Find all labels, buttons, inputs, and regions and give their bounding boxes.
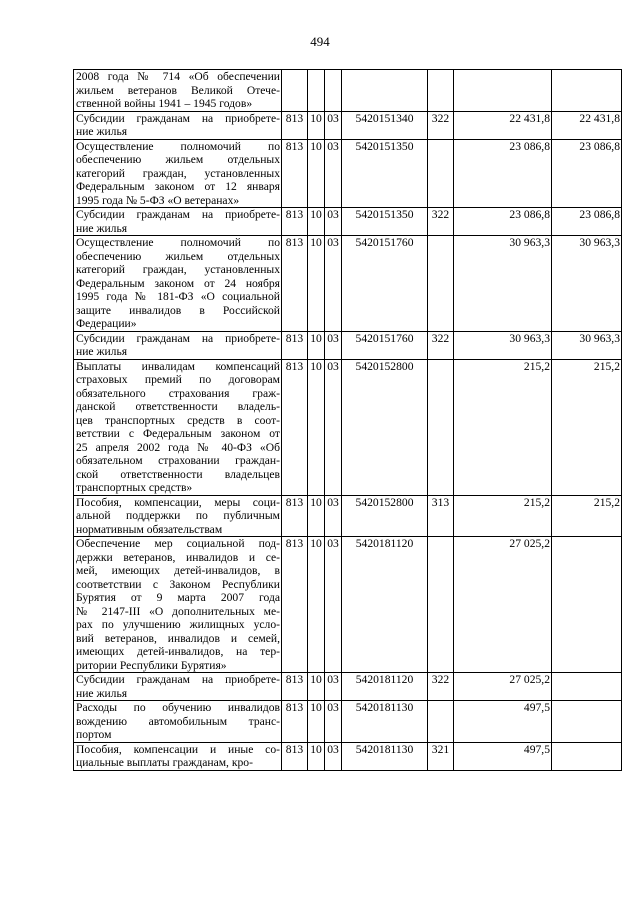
item-name-line: ние жилья [76, 345, 128, 358]
ministry-code-cell: 813 [282, 111, 308, 139]
table-row [74, 701, 622, 743]
ministry-code-cell: 813 [282, 742, 308, 770]
expense-type-cell: 322 [428, 331, 454, 359]
item-name-line: № 2147-III «О дополнительных ме- [76, 604, 280, 618]
ministry-code-cell: 813 [282, 359, 308, 495]
item-name-line: вий ветеранов, инвалидов и семей, [76, 631, 280, 645]
amount-year2-cell: 23 086,8 [552, 139, 622, 208]
target-article-cell: 5420181130 [342, 701, 428, 743]
ministry-code-cell: 813 [282, 208, 308, 236]
item-name-line: обязательном страховании граждан- [76, 454, 280, 467]
item-name-cell [74, 70, 282, 112]
amount-year2-cell [552, 701, 622, 743]
item-name-line: Федеральным законом от 24 ноября [76, 276, 280, 290]
subsection-code-cell: 03 [325, 673, 342, 701]
subsection-code-cell: 03 [325, 537, 342, 673]
expense-type-cell: 322 [428, 208, 454, 236]
item-name-line: циальные выплаты гражданам, кро- [76, 756, 253, 769]
item-name-line: Обеспечение мер социальной под- [76, 537, 280, 550]
section-code-cell [308, 70, 325, 112]
amount-year2-cell: 30 963,3 [552, 331, 622, 359]
item-name-cell [74, 331, 282, 359]
target-article-cell: 5420151350 [342, 208, 428, 236]
table-row [74, 236, 622, 332]
target-article-cell: 5420151350 [342, 139, 428, 208]
table-row [74, 359, 622, 495]
ministry-code-cell: 813 [282, 236, 308, 332]
item-name-cell [74, 359, 282, 495]
amount-year1-cell: 27 025,2 [454, 537, 552, 673]
amount-year1-cell: 497,5 [454, 701, 552, 743]
expense-type-cell: 313 [428, 495, 454, 537]
item-name-line: цев транспортных средств в соот- [76, 413, 280, 427]
amount-year1-cell: 23 086,8 [454, 208, 552, 236]
amount-year1-cell: 22 431,8 [454, 111, 552, 139]
amount-year2-cell: 22 431,8 [552, 111, 622, 139]
item-name-line: защите инвалидов в Российской [76, 303, 280, 317]
item-name-cell [74, 111, 282, 139]
page-number: 494 [310, 34, 330, 49]
item-name-line: ской ответственности владельцев [76, 467, 280, 481]
item-name-line: ветствии с Федеральным законом от [76, 427, 280, 440]
section-code-cell: 10 [308, 495, 325, 537]
subsection-code-cell: 03 [325, 236, 342, 332]
section-code-cell: 10 [308, 236, 325, 332]
subsection-code-cell: 03 [325, 111, 342, 139]
subsection-code-cell: 03 [325, 742, 342, 770]
table-row [74, 208, 622, 236]
ministry-code-cell: 813 [282, 331, 308, 359]
item-name-cell [74, 742, 282, 770]
item-name-line: Бурятия от 9 марта 2007 года [76, 591, 280, 604]
amount-year2-cell [552, 673, 622, 701]
item-name-line: обязательного страхования граж- [76, 386, 280, 400]
amount-year1-cell: 23 086,8 [454, 139, 552, 208]
item-name-line: жильем ветеранов Великой Отече- [76, 83, 280, 97]
section-code-cell: 10 [308, 208, 325, 236]
table-row [74, 139, 622, 208]
target-article-cell: 5420151760 [342, 236, 428, 332]
item-name-cell [74, 236, 282, 332]
amount-year2-cell: 215,2 [552, 359, 622, 495]
expense-type-cell [428, 139, 454, 208]
amount-year1-cell: 30 963,3 [454, 331, 552, 359]
item-name-line: альной поддержки по публичным [76, 509, 280, 522]
table-row [74, 331, 622, 359]
item-name-line: Осуществление полномочий по [76, 139, 280, 153]
item-name-cell [74, 495, 282, 537]
item-name-cell [74, 673, 282, 701]
ministry-code-cell: 813 [282, 673, 308, 701]
item-name-line: Осуществление полномочий по [76, 236, 280, 249]
amount-year2-cell: 215,2 [552, 495, 622, 537]
subsection-code-cell: 03 [325, 208, 342, 236]
item-name-line: вождению автомобильным транс- [76, 714, 280, 728]
subsection-code-cell: 03 [325, 701, 342, 743]
section-code-cell: 10 [308, 701, 325, 743]
table-row [74, 537, 622, 673]
item-name-line: ритории Республики Бурятия» [76, 658, 227, 672]
item-name-line: 25 апреля 2002 года № 40-ФЗ «Об [76, 440, 280, 454]
item-name-line: Пособия, компенсации и иные со- [76, 742, 280, 756]
item-name-line: ние жилья [76, 125, 128, 138]
item-name-line: держки ветеранов, инвалидов и се- [76, 550, 280, 564]
ministry-code-cell: 813 [282, 537, 308, 673]
item-name-line: Субсидии гражданам на приобрете- [76, 331, 280, 345]
table-row [74, 111, 622, 139]
section-code-cell: 10 [308, 359, 325, 495]
item-name-line: мей, имеющих детей-инвалидов, в [76, 564, 280, 577]
section-code-cell: 10 [308, 331, 325, 359]
amount-year2-cell [552, 537, 622, 673]
expense-type-cell [428, 70, 454, 112]
amount-year1-cell [454, 70, 552, 112]
expense-type-cell [428, 236, 454, 332]
amount-year1-cell: 30 963,3 [454, 236, 552, 332]
table-row [74, 673, 622, 701]
target-article-cell: 5420181120 [342, 673, 428, 701]
expense-type-cell [428, 359, 454, 495]
item-name-cell [74, 208, 282, 236]
item-name-line: обеспечению жильем отдельных [76, 249, 280, 263]
amount-year2-cell [552, 70, 622, 112]
item-name-line: соответствии с Законом Республики [76, 577, 280, 591]
item-name-line: Субсидии гражданам на приобрете- [76, 673, 280, 686]
table-row [74, 495, 622, 537]
expense-type-cell: 322 [428, 111, 454, 139]
target-article-cell: 5420181130 [342, 742, 428, 770]
target-article-cell: 5420152800 [342, 359, 428, 495]
item-name-line: рах по улучшению жилищных усло- [76, 618, 280, 631]
ministry-code-cell [282, 70, 308, 112]
amount-year2-cell: 30 963,3 [552, 236, 622, 332]
item-name-line: страховых премий по договорам [76, 373, 280, 386]
item-name-line: нормативным обязательствам [76, 522, 223, 536]
expense-type-cell: 322 [428, 673, 454, 701]
subsection-code-cell: 03 [325, 331, 342, 359]
target-article-cell [342, 70, 428, 112]
amount-year1-cell: 215,2 [454, 359, 552, 495]
item-name-cell [74, 537, 282, 673]
amount-year1-cell: 497,5 [454, 742, 552, 770]
item-name-line: 1995 года № 5-ФЗ «О ветеранах» [76, 193, 240, 207]
item-name-line: Федеральным законом от 12 января [76, 180, 280, 193]
subsection-code-cell: 03 [325, 359, 342, 495]
subsection-code-cell [325, 70, 342, 112]
item-name-line: Субсидии гражданам на приобрете- [76, 208, 280, 221]
item-name-line: ственной войны 1941 – 1945 годов» [76, 97, 253, 110]
item-name-cell [74, 139, 282, 208]
ministry-code-cell: 813 [282, 139, 308, 208]
ministry-code-cell: 813 [282, 701, 308, 743]
item-name-line: имеющих детей-инвалидов, на тер- [76, 645, 280, 658]
amount-year2-cell: 23 086,8 [552, 208, 622, 236]
amount-year1-cell: 215,2 [454, 495, 552, 537]
subsection-code-cell: 03 [325, 495, 342, 537]
item-name-line: Расходы по обучению инвалидов [76, 701, 280, 714]
target-article-cell: 5420152800 [342, 495, 428, 537]
item-name-line: Пособия, компенсации, меры соци- [76, 495, 280, 509]
target-article-cell: 5420181120 [342, 537, 428, 673]
section-code-cell: 10 [308, 537, 325, 673]
section-code-cell: 10 [308, 139, 325, 208]
item-name-line: данской ответственности владель- [76, 400, 280, 413]
item-name-line: ние жилья [76, 686, 128, 700]
item-name-line: транспортных средств» [76, 481, 193, 494]
section-code-cell: 10 [308, 742, 325, 770]
item-name-line: категорий граждан, установленных [76, 263, 280, 276]
target-article-cell: 5420151340 [342, 111, 428, 139]
item-name-line: 2008 года № 714 «Об обеспечении [76, 70, 280, 83]
item-name-line: Субсидии гражданам на приобрете- [76, 111, 280, 125]
ministry-code-cell: 813 [282, 495, 308, 537]
item-name-line: категорий граждан, установленных [76, 166, 280, 180]
section-code-cell: 10 [308, 111, 325, 139]
item-name-line: ние жилья [76, 221, 128, 235]
table-row [74, 742, 622, 770]
table-body [74, 70, 622, 771]
target-article-cell: 5420151760 [342, 331, 428, 359]
section-code-cell: 10 [308, 673, 325, 701]
table-row [74, 70, 622, 112]
item-name-cell [74, 701, 282, 743]
item-name-line: портом [76, 728, 112, 741]
item-name-line: 1995 года № 181-ФЗ «О социальной [76, 290, 280, 303]
item-name-line: Выплаты инвалидам компенсаций [76, 359, 280, 373]
item-name-line: обеспечению жильем отдельных [76, 153, 280, 166]
amount-year2-cell [552, 742, 622, 770]
item-name-line: Федерации» [76, 317, 137, 330]
budget-table [73, 69, 622, 771]
subsection-code-cell: 03 [325, 139, 342, 208]
expense-type-cell [428, 701, 454, 743]
expense-type-cell [428, 537, 454, 673]
expense-type-cell: 321 [428, 742, 454, 770]
amount-year1-cell: 27 025,2 [454, 673, 552, 701]
